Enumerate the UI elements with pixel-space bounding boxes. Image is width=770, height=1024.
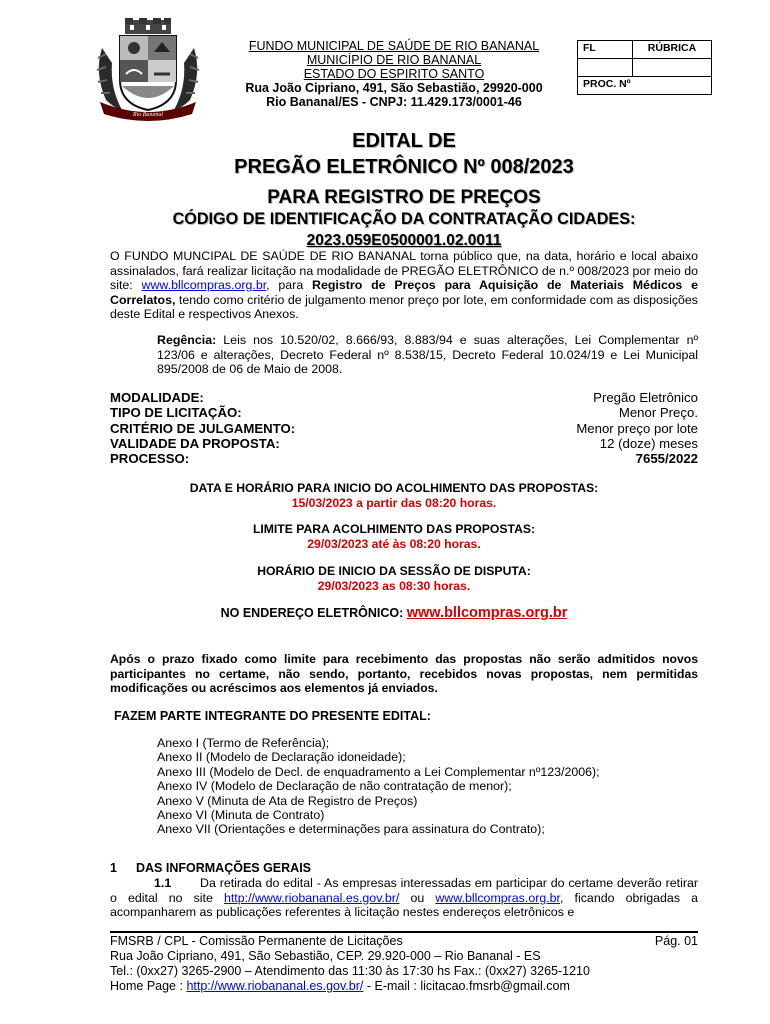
section1-text-3: , ficando obrigadas a acompanharem as publicações referentes à licitação nestes endereços eletrônicos e bbox=[110, 890, 698, 919]
footer-contacts bbox=[110, 979, 698, 994]
regencia-paragraph bbox=[157, 333, 698, 377]
footer-email: - E-mail : licitacao.fmsrb@gmail.com bbox=[363, 979, 570, 993]
page-number: Pág. 01 bbox=[654, 934, 698, 948]
section1-text-1: Da retirada do edital - As empresas interessadas em participar do certame deverão retirar o edital no site bbox=[110, 876, 698, 905]
schedule-sessao bbox=[80, 564, 708, 594]
regencia-text: Leis nos 10.520/02, 8.666/93, 8.883/94 e suas alterações, Lei Complementar nº 123/06 e alterações, Decreto Federal nº 8.538/15, Decreto Federal 10.024/19 e Lei Municipal 895/2008 de 06 de Maio de 2008. bbox=[157, 333, 698, 376]
header-municipality: MUNICÍPIO DE RIO BANANAL bbox=[306, 53, 482, 67]
summary-value: Pregão Eletrônico bbox=[593, 390, 698, 405]
intro-paragraph bbox=[110, 249, 698, 322]
anexo-item: Anexo VII (Orientações e determinações para assinatura do Contrato); bbox=[157, 822, 545, 837]
anexos-heading: FAZEM PARTE INTEGRANTE DO PRESENTE EDITAL: bbox=[114, 709, 431, 723]
limite-label: LIMITE PARA ACOLHIMENTO DAS PROPOSTAS: bbox=[252, 522, 536, 536]
warning-paragraph: Após o prazo fixado como limite para recebimento das propostas não serão admitidos novos participantes no certame, não sendo, portanto, recebidos novas propostas, nem permitidas modificações ou acréscimos aos elementos já enviados. bbox=[110, 652, 698, 695]
anexo-item: Anexo IV (Modelo de Declaração de não contratação de menor); bbox=[157, 779, 512, 794]
summary-label: TIPO DE LICITAÇÃO: bbox=[110, 405, 242, 421]
footer-address: Rua João Cipriano, 491, São Sebastião, CEP. 29.920-000 – Rio Bananal - ES bbox=[110, 949, 541, 963]
anexo-item: Anexo III (Modelo de Decl. de enquadramento a Lei Complementar nº123/2006); bbox=[157, 764, 600, 779]
footer-divider bbox=[110, 931, 698, 933]
footer-phone: Tel.: (0xx27) 3265-2900 – Atendimento das 11:30 às 17:30 hs Fax.: (0xx27) 3265-1210 bbox=[110, 964, 590, 978]
subsection-number: 1.1 bbox=[154, 876, 172, 890]
intro-object: Registro de Preços para Aquisição de Materiais Médicos e Correlatos, bbox=[110, 278, 699, 307]
section1-number: 1 bbox=[110, 861, 117, 875]
intro-text-3: tendo como critério de julgamento menor preço por lote, em conformidade com as disposições deste Edital e respectivos Anexos. bbox=[110, 292, 698, 321]
summary-value: 12 (doze) meses bbox=[599, 435, 698, 451]
summary-row bbox=[110, 436, 698, 451]
section1-title: DAS INFORMAÇÕES GERAIS bbox=[136, 861, 312, 875]
summary-label: PROCESSO: bbox=[110, 451, 190, 467]
header-state: ESTADO DO ESPIRITO SANTO bbox=[303, 67, 485, 81]
summary-value: Menor Preço. bbox=[618, 405, 698, 421]
summary-row bbox=[110, 405, 698, 420]
inicio-label: DATA E HORÁRIO PARA INICIO DO ACOLHIMENTO DAS PROPOSTAS: bbox=[189, 481, 599, 495]
header-address: Rua João Cipriano, 491, São Sebastião, 29920-000 bbox=[245, 81, 543, 95]
anexo-item: Anexo VI (Minuta de Contrato) bbox=[157, 808, 325, 823]
title-codigo: CÓDIGO DE IDENTIFICAÇÃO DA CONTRATAÇÃO CIDADES: bbox=[172, 210, 636, 228]
summary-row bbox=[110, 451, 698, 466]
sessao-label: HORÁRIO DE INICIO DA SESSÃO DE DISPUTA: bbox=[257, 564, 531, 578]
title-edital: EDITAL DE bbox=[352, 130, 456, 152]
anexo-item: Anexo I (Termo de Referência); bbox=[157, 736, 330, 750]
limite-value: 29/03/2023 até às 08:20 horas. bbox=[307, 537, 481, 551]
bll-site-link[interactable]: www.bllcompras.org.br bbox=[141, 278, 267, 292]
summary-label: MODALIDADE: bbox=[110, 390, 204, 405]
svg-text:Rio Bananal: Rio Bananal bbox=[132, 112, 164, 118]
rubrica-label: RÚBRICA bbox=[633, 41, 712, 59]
inicio-value: 15/03/2023 a partir das 08:20 horas. bbox=[291, 495, 497, 510]
home-page-label: Home Page : bbox=[110, 979, 187, 993]
anexos-list bbox=[157, 736, 677, 837]
footer-commission: FMSRB / CPL - Comissão Permanente de Licitações bbox=[110, 934, 403, 948]
schedule-inicio bbox=[80, 481, 708, 510]
title-pregao: PREGÃO ELETRÔNICO Nº 008/2023 bbox=[234, 156, 574, 178]
endereco-link[interactable]: www.bllcompras.org.br bbox=[406, 605, 568, 621]
anexo-item: Anexo V (Minuta de Ata de Registro de Preços) bbox=[157, 793, 418, 808]
coat-of-arms-logo bbox=[92, 18, 204, 122]
riobananal-link[interactable]: http://www.riobananal.es.gov.br/ bbox=[223, 890, 400, 905]
proc-label: PROC. Nº bbox=[578, 77, 712, 95]
sessao-value: 29/03/2023 as 08:30 horas. bbox=[317, 579, 471, 593]
footer bbox=[110, 934, 698, 994]
endereco-label: NO ENDEREÇO ELETRÔNICO: bbox=[220, 606, 407, 620]
header-cnpj: Rio Bananal/ES - CNPJ: 11.429.173/0001-46 bbox=[266, 95, 522, 109]
bll-link[interactable]: www.bllcompras.org.br bbox=[435, 890, 560, 905]
home-page-link[interactable]: http://www.riobananal.es.gov.br/ bbox=[186, 979, 364, 993]
section1-paragraph bbox=[110, 876, 698, 920]
intro-text-1: O FUNDO MUNCIPAL DE SAÚDE DE RIO BANANAL torna público que, na data, horário e local abaixo assinalados, fará realizar licitação na modalidade de PREGÃO ELETRÔNICO de n.º 008/2023 por meio do site: bbox=[110, 249, 698, 292]
summary-label: CRITÉRIO DE JULGAMENTO: bbox=[110, 420, 296, 436]
title-registro: PARA REGISTRO DE PREÇOS bbox=[267, 187, 541, 208]
header-block bbox=[228, 39, 560, 109]
title-numero: 2023.059E0500001.02.0011 bbox=[306, 232, 502, 249]
section1-text-2: ou bbox=[399, 890, 436, 905]
intro-text-2: , para bbox=[266, 278, 313, 292]
fl-rubrica-box bbox=[577, 40, 712, 95]
header-org: FUNDO MUNICIPAL DE SAÚDE DE RIO BANANAL bbox=[248, 39, 540, 53]
schedule-endereco bbox=[80, 605, 708, 621]
fl-label: FL bbox=[578, 41, 633, 59]
summary-row bbox=[110, 421, 698, 436]
summary-value: 7655/2022 bbox=[635, 451, 698, 467]
section1-heading bbox=[110, 861, 311, 875]
summary-value: Menor preço por lote bbox=[576, 420, 698, 436]
summary-row bbox=[110, 390, 698, 405]
summary-label: VALIDADE DA PROPOSTA: bbox=[110, 435, 280, 451]
anexo-item: Anexo II (Modelo de Declaração idoneidade); bbox=[157, 750, 406, 765]
schedule-limite bbox=[80, 522, 708, 552]
regencia-label: Regência: bbox=[157, 333, 217, 347]
summary-block bbox=[110, 390, 698, 466]
